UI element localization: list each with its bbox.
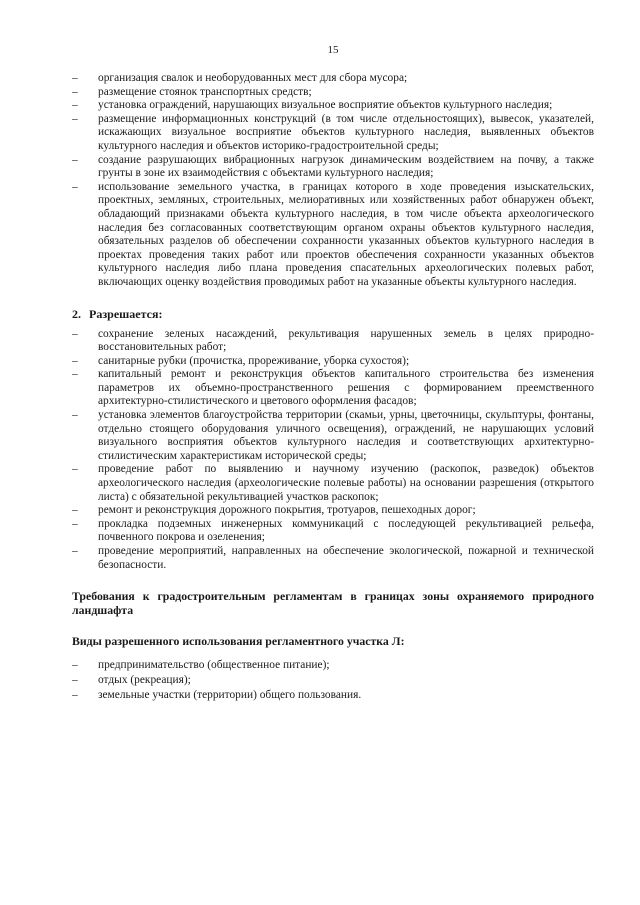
list-item: – сохранение зеленых насаждений, рекультивация нарушенных земель в целях природно-восстановительных работ;	[72, 327, 594, 354]
allowed-list	[72, 328, 594, 573]
dash-bullet: –	[72, 674, 78, 687]
dash-bullet: –	[72, 153, 78, 166]
dash-bullet: –	[72, 517, 78, 530]
list-item: – отдых (рекреация);	[72, 674, 191, 687]
dash-bullet: –	[72, 85, 78, 98]
permitted-uses-list	[72, 658, 594, 703]
list-item: – установка ограждений, нарушающих визуальное восприятие объектов культурного наследия;	[72, 99, 553, 112]
forbidden-list	[72, 72, 594, 290]
section-number: 2.	[72, 306, 81, 321]
dash-bullet: –	[72, 545, 78, 557]
list-item: – санитарные рубки (прочистка, прореживание, уборка сухостоя);	[72, 354, 410, 367]
dash-bullet: –	[72, 99, 78, 112]
dash-bullet: –	[72, 409, 78, 422]
list-item: – проведение работ по выявлению и научному изучению (раскопок, разведок) объектов археологического наследия (археологические полевые работы) на основании разрешения (открытого листа) с обязательной рекультивацией участков раскопок;	[72, 463, 594, 503]
allowed-section-heading	[72, 307, 594, 321]
dash-bullet: –	[72, 180, 78, 193]
dash-bullet: –	[72, 659, 78, 672]
list-item: – предпринимательство (общественное питание);	[72, 659, 330, 672]
dash-bullet: –	[72, 463, 78, 476]
permitted-uses-heading: Виды разрешенного использования регламентного участка Л:	[72, 634, 405, 649]
dash-bullet: –	[72, 327, 78, 340]
list-item: – капитальный ремонт и реконструкция объектов капитального строительства без изменения параметров их объемно-пространственного решения с формированием преемственного архитектурно-стилистического и цветового оформления фасадов;	[72, 368, 594, 408]
dash-bullet: –	[72, 354, 78, 367]
page-number: 15	[327, 44, 339, 56]
list-item: – земельные участки (территории) общего пользования.	[72, 689, 362, 702]
list-item: – прокладка подземных инженерных коммуникаций с последующей рекультивацией рельефа, почвенного покрова и озеленения;	[72, 517, 594, 544]
list-item: – создание разрушающих вибрационных нагрузок динамическим воздействием на почву, а также грунты в зоне их взаимодействия с объектами культурного наследия;	[72, 153, 594, 180]
list-item: – организация свалок и необорудованных мест для сбора мусора;	[72, 72, 408, 84]
list-item: – размещение стоянок транспортных средств;	[72, 85, 312, 98]
list-item: – ремонт и реконструкция дорожного покрытия, тротуаров, пешеходных дорог;	[72, 504, 476, 517]
list-item: – проведение мероприятий, направленных на обеспечение экологической, пожарной и технической безопасности.	[72, 545, 594, 571]
dash-bullet: –	[72, 368, 78, 381]
list-item: – использование земельного участка, в границах которого в ходе проведения изыскательских, проектных, земляных, строительных, мелиоративных или хозяйственных работ обнаружен объект, обладающий признаками объекта культурного наследия, в том числе объекта археологического наследия без согласованных соответствующим органом охраны объектов культурного наследия, обязательных разделов об обеспечении сохранности указанных объектов культурного наследия в проектах проведения таких работ или проектов обеспечения сохранности указанных объектов культурного наследия либо плана проведения спасательных археологических полевых работ, включающих оценку воздействия проводимых работ на указанные объекты культурного наследия.	[72, 180, 594, 288]
list-item: – размещение информационных конструкций (в том числе отдельностоящих), вывесок, указателей, искажающих визуальное восприятие объектов культурного наследия, выявленных объектов культурного наследия и объектов историко-градостроительной среды;	[72, 112, 594, 152]
dash-bullet: –	[72, 112, 78, 125]
requirements-heading: Требования к градостроительным регламентам в границах зоны охраняемого природного ландшафта	[72, 589, 594, 618]
section-title: Разрешается:	[89, 306, 163, 321]
list-item: – установка элементов благоустройства территории (скамьи, урны, цветочницы, скульптуры, фонтаны, отдельно стоящего оборудования уличного освещения), ограждений, не нарушающих условий визуального восприятия объектов культурного наследия и соответствующих архитектурно-стилистическим характеристикам исторической среды;	[72, 409, 594, 462]
dash-bullet: –	[72, 689, 78, 702]
dash-bullet: –	[72, 504, 78, 517]
dash-bullet: –	[72, 72, 78, 84]
